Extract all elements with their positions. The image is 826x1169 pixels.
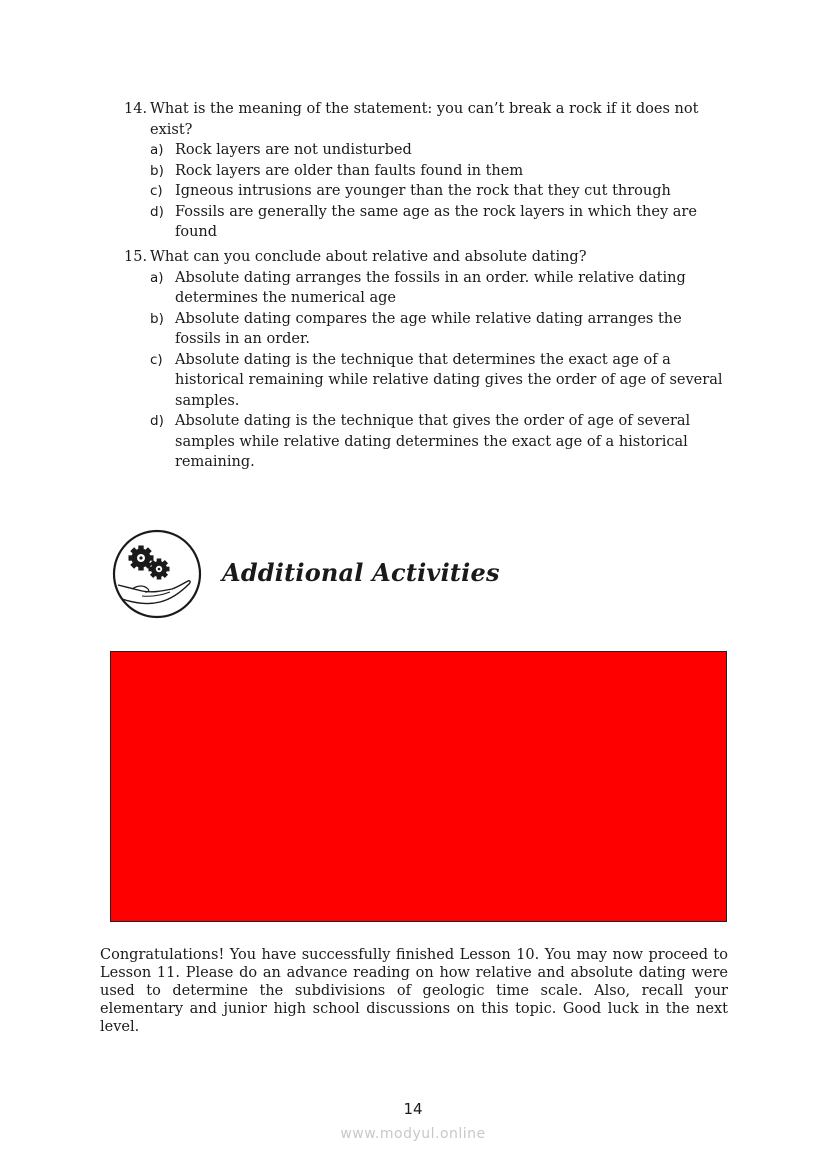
option-text: Rock layers are not undisturbed [175, 142, 412, 158]
page-number: 14 [403, 1100, 423, 1118]
question-number: 15. [124, 249, 148, 265]
question-text: What is the meaning of the statement: you can’t break a rock if it does not exist? [150, 101, 699, 138]
closing-paragraph: Congratulations! You have successfully finished Lesson 10. You may now proceed to Lesson 11. Please do an advance reading on how relative and absolute dating were used to determine the subdivisions of geologic time scale. Also, recall your elementary and junior high school discussions on this topic. Good luck in the next level. [100, 947, 728, 1035]
option-text: Absolute dating compares the age while relative dating arranges the fossils in an order. [175, 310, 682, 347]
option-d [150, 202, 724, 243]
option-text: Absolute dating is the technique that gives the order of age of several samples while relative dating determines the exact age of a historical remaining. [175, 413, 691, 470]
option-list [124, 140, 724, 243]
option-letter: c) [150, 183, 163, 199]
option-a [150, 268, 724, 309]
option-text: Absolute dating is the technique that determines the exact age of a historical remaining while relative dating gives the order of age of several samples. [175, 351, 723, 409]
option-text: Igneous intrusions are younger than the rock that they cut through [175, 183, 671, 199]
option-text: Absolute dating arranges the fossils in an order. while relative dating determines the numerical age [175, 269, 686, 306]
question-text: What can you conclude about relative and absolute dating? [150, 249, 587, 265]
option-letter: d) [150, 203, 164, 220]
option-letter: c) [150, 351, 163, 368]
gears-on-hand-icon [112, 529, 202, 619]
option-letter: a) [150, 142, 164, 158]
option-letter: d) [150, 413, 164, 429]
watermark: www.modyul.online [340, 1126, 486, 1142]
redacted-content-box [110, 651, 727, 922]
option-d [150, 411, 724, 473]
question-number: 14. [124, 101, 148, 117]
option-letter: a) [150, 269, 164, 286]
option-text: Rock layers are older than faults found in them [175, 162, 524, 179]
question-14 [124, 99, 724, 243]
option-a [150, 140, 724, 161]
option-b [150, 161, 724, 182]
option-list [124, 268, 724, 473]
option-letter: b) [150, 310, 164, 327]
option-letter: b) [150, 162, 164, 179]
option-c [150, 181, 724, 202]
option-b [150, 309, 724, 350]
question-15 [124, 247, 724, 473]
section-title: Additional Activities [222, 558, 500, 587]
option-c [150, 350, 724, 412]
option-text: Fossils are generally the same age as the rock layers in which they are found [175, 203, 697, 240]
